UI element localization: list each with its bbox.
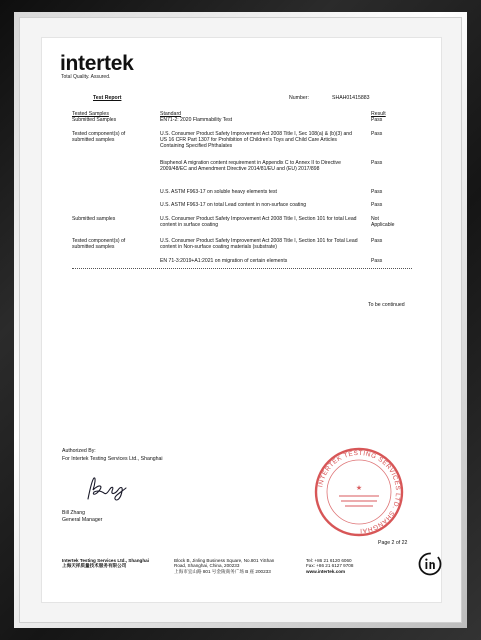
footer-address-line2: Road, Shanghai, China, 200233 <box>174 563 240 569</box>
row-result: Pass <box>371 160 383 166</box>
footer-address <box>174 558 274 574</box>
row-standard: U.S. ASTM F963-17 on total Lead content in non-surface coating <box>160 202 307 208</box>
report-number-label: Number: <box>289 95 309 101</box>
footer-tel: Tel: +86 21 6120 6060 <box>306 558 352 563</box>
footer-web: www.intertek.com <box>306 568 346 574</box>
row-result: Pass <box>371 117 383 123</box>
row-standard: U.S. Consumer Product Safety Improvement Act 2008 Title I, Section 101 for total Lead content in surface coating <box>160 216 357 229</box>
row-sample: Submitted Samples <box>72 117 117 123</box>
footer-fax: Fax: +86 21 6127 9708 <box>306 563 354 569</box>
authorizing-company: For Intertek Testing Services Ltd., Shanghai <box>62 456 163 462</box>
logo-tagline: Total Quality. Assured. <box>61 74 111 80</box>
row-result: Pass <box>371 131 383 137</box>
row-standard: U.S. Consumer Product Safety Improvement Act 2008 Title I, Section 101 for Total Lead content in Non-surface coating materials (substrate) <box>160 238 358 251</box>
intertek-in-icon <box>418 552 442 576</box>
signature-image <box>82 474 142 504</box>
report-number: SHAH01415883 <box>332 95 370 101</box>
signatory-position: General Manager <box>62 517 103 523</box>
footer-contact <box>306 558 353 574</box>
row-standard: U.S. ASTM F963-17 on soluble heavy elements test <box>160 189 277 195</box>
to-be-continued: To be continued <box>368 302 405 308</box>
company-seal-stamp <box>313 446 405 538</box>
column-standard: Standard <box>160 111 182 117</box>
footer-company-en: Intertek Testing Services Ltd., Shanghai <box>62 558 149 563</box>
row-sample: Tested component(s) of submitted samples <box>72 238 126 251</box>
row-result: Pass <box>371 202 383 208</box>
row-result: Pass <box>371 189 383 195</box>
row-standard: EN71-2: 2020 Flammability Test <box>160 117 233 123</box>
svg-text:INTERTEK TESTING SERVICES LTD.: INTERTEK TESTING SERVICES LTD. SHANGHAI <box>317 449 402 535</box>
table-divider <box>72 268 412 269</box>
row-result: Pass <box>371 258 383 264</box>
row-sample: Submitted samples <box>72 216 116 222</box>
footer-company <box>62 558 149 569</box>
page-number: Page 2 of 22 <box>378 540 408 546</box>
authorized-by-label: Authorized By: <box>62 448 96 454</box>
row-standard: Bisphenol A migration content requirement in Appendix C to Annex II to Directive 2009/48/EC and Amendment Directive 2014/81/EU and (EU) 2017/898 <box>160 160 341 173</box>
row-result: Pass <box>371 238 383 244</box>
row-sample: Tested component(s) of submitted samples <box>72 131 126 144</box>
column-tested-samples: Tested Samples <box>72 111 109 117</box>
footer-address-line1: Block B, Jinling Business Square, No.801 YiShan <box>174 558 275 563</box>
intertek-logo: intertek <box>60 52 134 75</box>
footer-address-cn: 上海市宜山路 801 号金陵商务广场 B 座 200233 <box>174 568 271 574</box>
report-title: Test Report <box>93 95 122 101</box>
footer-company-cn: 上海天祥质量技术服务有限公司 <box>62 563 127 569</box>
signatory-name: Bill Zhang <box>62 510 86 516</box>
svg-text:★: ★ <box>355 484 363 492</box>
row-standard: EN 71-3:2019+A1:2021 on migration of certain elements <box>160 258 288 264</box>
row-result: Not Applicable <box>371 216 395 229</box>
column-result: Result <box>371 111 386 117</box>
row-standard: U.S. Consumer Product Safety Improvement Act 2008 Title I, Sec 108(a) & (b)(3) and US 16 CFR Part 1307 for Prohibition of Children's Toys and Child Care Articles Containing Specified Phthalates <box>160 131 352 150</box>
